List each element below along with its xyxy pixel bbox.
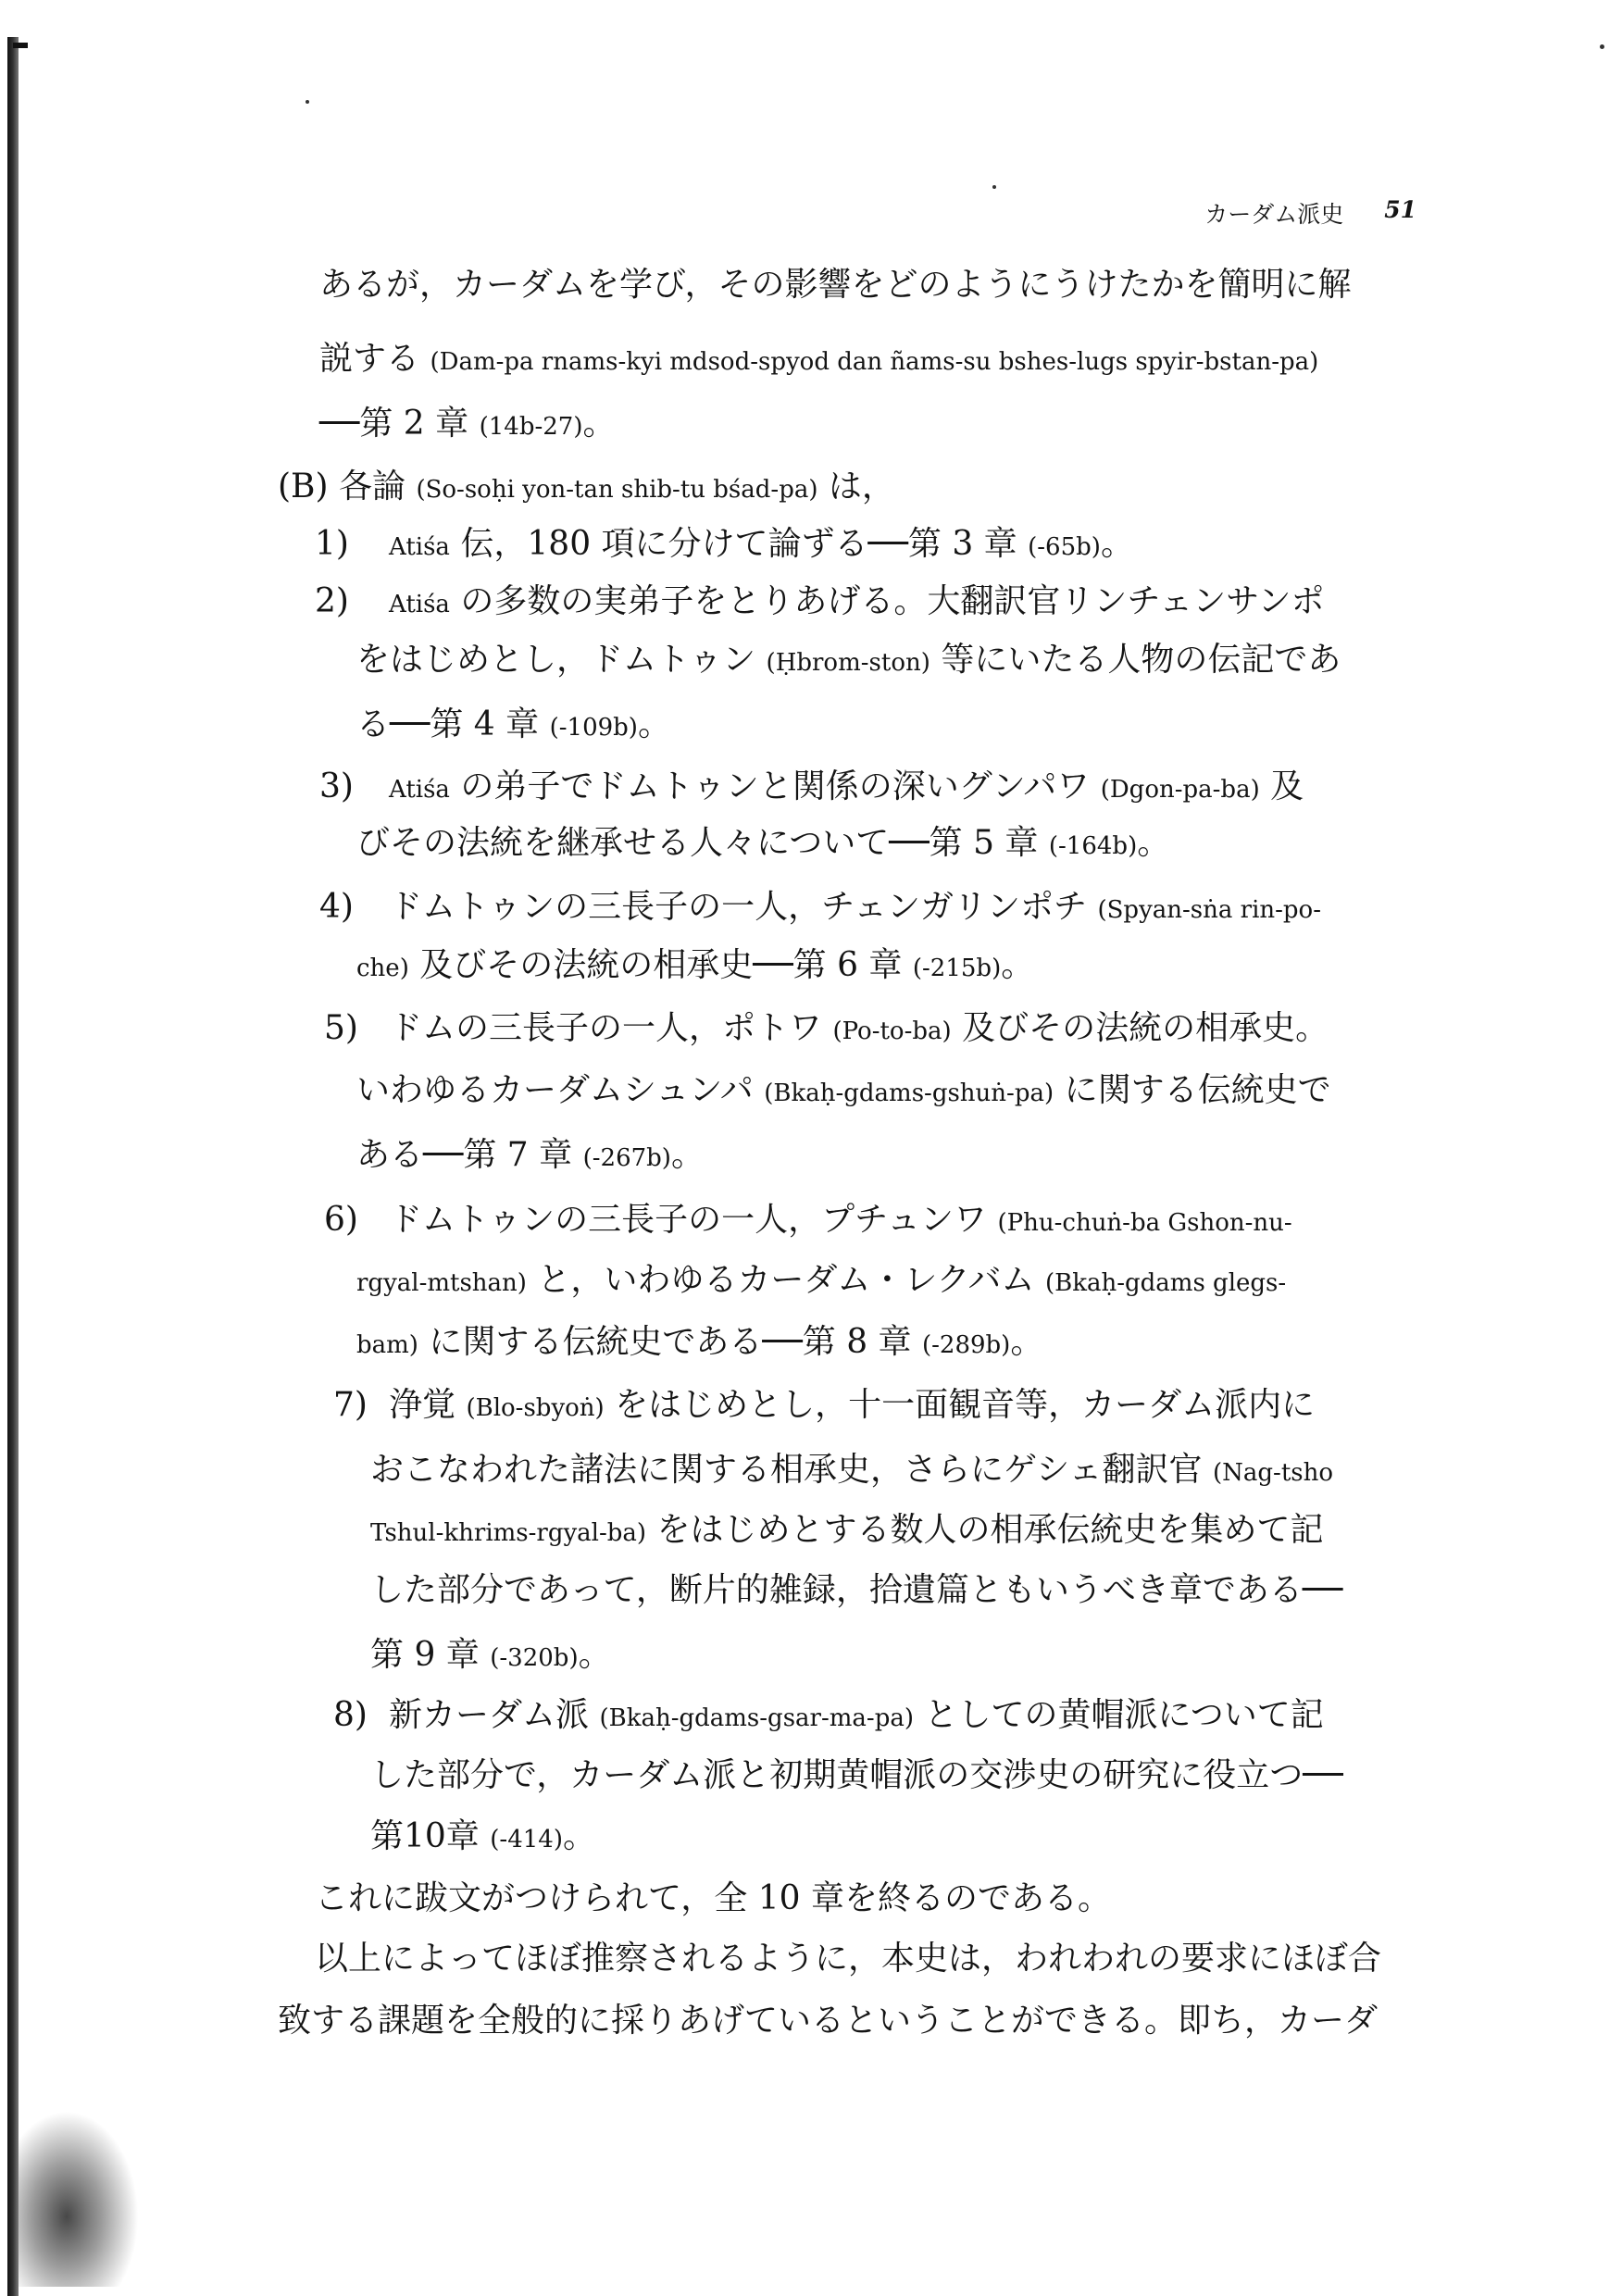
list-item-number: 3) — [319, 767, 354, 805]
text-line — [315, 1879, 1111, 1917]
text-segment: 第 9 章 — [370, 1636, 491, 1674]
romanized-term: (Dam-pa rnams-kyi mdsod-spyod dan ñams-su bshes-lugs spyir-bstan-pa) — [430, 348, 1319, 376]
text-line — [389, 767, 1304, 805]
text-segment: の多数の実弟子をとりあげる。大翻訳官リンチェンサンポ — [449, 582, 1325, 620]
scan-smudge — [19, 2111, 139, 2287]
list-item-number: 4) — [319, 888, 354, 926]
romanized-term: (-164b) — [1048, 832, 1138, 860]
list-item-number: 1) — [315, 525, 349, 563]
text-line — [370, 1636, 612, 1674]
romanized-term: (-215b) — [912, 955, 1002, 982]
text-line — [356, 824, 1171, 862]
text-segment: 。 — [1001, 946, 1035, 984]
list-item-number: 8) — [333, 1696, 368, 1734]
text-segment: 。 — [582, 405, 617, 443]
romanized-term: (Bkaḥ-gdams glegs- — [1044, 1269, 1287, 1297]
romanized-term: (Blo-sbyoṅ) — [466, 1394, 605, 1422]
romanized-term: (Dgon-pa-ba) — [1100, 776, 1260, 804]
romanized-term: Tshul-khrims-rgyal-ba) — [370, 1519, 647, 1547]
text-segment: びその法統を継承せる人々について──第 5 章 — [356, 824, 1049, 862]
text-line — [315, 1942, 1381, 1976]
page-number: 51 — [1384, 196, 1416, 223]
text-segment: あるが，カーダムを学び，その影響をどのようにうけたかを簡明に解 — [319, 266, 1352, 304]
text-line — [389, 582, 1325, 620]
text-segment: いわゆるカーダムシュンパ — [356, 1071, 765, 1109]
text-line — [389, 888, 1321, 926]
text-line — [370, 1756, 1343, 1794]
text-segment: 。 — [1010, 1323, 1044, 1361]
text-segment: と，いわゆるカーダム・レクバム — [526, 1261, 1045, 1299]
romanized-term: che) — [356, 955, 409, 982]
text-segment: 。 — [637, 705, 671, 743]
text-line — [389, 1386, 1316, 1424]
romanized-term: (Bkaḥ-gdams-gshuṅ-pa) — [764, 1079, 1054, 1107]
text-segment: 。 — [1137, 824, 1171, 862]
romanized-term: Atiśa — [389, 776, 450, 804]
romanized-term: (Phu-chuṅ-ba Gshon-nu- — [997, 1209, 1292, 1237]
text-segment: した部分で，カーダム派と初期黄帽派の交渉史の研究に役立つ── — [370, 1756, 1343, 1794]
text-segment: の弟子でドムトゥンと関係の深いグンパワ — [449, 767, 1101, 805]
scan-speck — [306, 100, 309, 104]
text-line — [389, 525, 1134, 563]
text-segment: 。 — [578, 1636, 612, 1674]
romanized-term: (-267b) — [582, 1144, 671, 1172]
text-segment: 及びその法統の相承史──第 6 章 — [408, 946, 913, 984]
scan-speck — [992, 185, 996, 189]
text-line — [370, 1451, 1334, 1489]
romanized-term: (-320b) — [490, 1644, 579, 1672]
text-segment: 第10章 — [370, 1817, 491, 1855]
text-line — [370, 1511, 1324, 1549]
text-segment: 及 — [1259, 767, 1304, 805]
text-segment: をはじめとする数人の相承伝統史を集めて記 — [646, 1511, 1324, 1549]
romanized-term: Atiśa — [389, 533, 450, 561]
text-line — [278, 2004, 1378, 2038]
romanized-term: rgyal-mtshan) — [356, 1269, 527, 1297]
romanized-term: (Bkaḥ-gdams-gsar-ma-pa) — [599, 1704, 914, 1732]
text-segment: ドムトゥンの三長子の一人，プチュンワ — [389, 1201, 998, 1239]
text-segment: 新カーダム派 — [389, 1696, 600, 1734]
romanized-term: (-65b) — [1028, 533, 1101, 561]
romanized-term: (Po-to-ba) — [832, 1017, 952, 1045]
text-segment: おこなわれた諸法に関する相承史，さらにゲシェ翻訳官 — [370, 1451, 1214, 1489]
text-segment: ある──第 7 章 — [356, 1136, 583, 1174]
text-line — [278, 470, 895, 504]
text-segment: は， — [817, 468, 895, 505]
text-line — [319, 268, 1352, 302]
text-segment: に関する伝統史である──第 8 章 — [418, 1323, 922, 1361]
romanized-term: (Spyan-sṅa rin-po- — [1097, 896, 1321, 924]
text-segment: 等にいたる人物の伝記であ — [930, 641, 1341, 679]
romanized-term: Atiśa — [389, 591, 450, 618]
list-item-number: 2) — [315, 582, 349, 620]
romanized-term: (-109b) — [549, 714, 638, 742]
text-line — [319, 407, 617, 441]
text-segment: る──第 4 章 — [356, 705, 550, 743]
romanized-term: (14b-27) — [479, 413, 583, 441]
list-item-number: 5) — [324, 1009, 358, 1047]
scan-speck — [1600, 44, 1604, 49]
text-line — [356, 1323, 1044, 1361]
text-segment: 浄覚 — [389, 1386, 467, 1424]
text-segment: 。 — [670, 1136, 705, 1174]
binding-mark — [13, 43, 28, 48]
list-item-number: 6) — [324, 1201, 358, 1239]
romanized-term: bam) — [356, 1331, 418, 1359]
text-segment: 伝，180 項に分けて論ずる──第 3 章 — [449, 525, 1029, 563]
text-segment: (B) 各論 — [278, 468, 417, 505]
text-segment: ドムの三長子の一人，ポトワ — [389, 1009, 833, 1047]
text-segment: 説する — [319, 340, 430, 378]
romanized-term: (Ḥbrom-ston) — [766, 649, 930, 677]
text-line — [356, 1071, 1331, 1109]
text-line — [356, 1261, 1287, 1299]
romanized-term: (Nag-tsho — [1213, 1459, 1334, 1487]
text-segment: した部分であって，断片的雑録，拾遺篇ともいうべき章である── — [370, 1571, 1343, 1609]
text-segment: 致する課題を全般的に採りあげているということができる。即ち，カーダ — [278, 2002, 1379, 2040]
text-line — [356, 705, 671, 743]
list-item-number: 7) — [333, 1386, 368, 1424]
text-segment: 以上によってほぼ推察されるように，本史は，われわれの要求にほぼ合 — [315, 1940, 1382, 1978]
text-line — [356, 1136, 705, 1174]
text-segment: に関する伝統史で — [1054, 1071, 1331, 1109]
text-segment: ドムトゥンの三長子の一人，チェンガリンポチ — [389, 888, 1098, 926]
text-segment: としての黄帽派について記 — [914, 1696, 1324, 1734]
text-line — [389, 1696, 1324, 1734]
text-segment: 。 — [562, 1817, 596, 1855]
romanized-term: (-289b) — [921, 1331, 1011, 1359]
text-segment: これに跋文がつけられて，全 10 章を終るのである。 — [315, 1879, 1111, 1917]
text-segment: をはじめとし，十一面観音等，カーダム派内に — [604, 1386, 1316, 1424]
text-line — [319, 340, 1319, 378]
binding-shadow — [7, 37, 19, 2296]
text-line — [370, 1571, 1343, 1609]
text-line — [389, 1009, 1329, 1047]
romanized-term: (-414) — [490, 1826, 563, 1853]
text-line — [389, 1201, 1292, 1239]
text-segment: をはじめとし，ドムトゥン — [356, 641, 767, 679]
text-segment: 及びその法統の相承史。 — [951, 1009, 1329, 1047]
text-line — [370, 1817, 596, 1855]
romanized-term: (So-soḥi yon-tan shib-tu bśad-pa) — [416, 476, 818, 504]
text-line — [356, 946, 1035, 984]
running-header-title: カーダム派史 — [1204, 201, 1344, 228]
running-header — [1111, 196, 1416, 230]
text-segment: 。 — [1100, 525, 1134, 563]
text-segment: ──第 2 章 — [319, 405, 480, 443]
text-line — [356, 643, 1341, 677]
